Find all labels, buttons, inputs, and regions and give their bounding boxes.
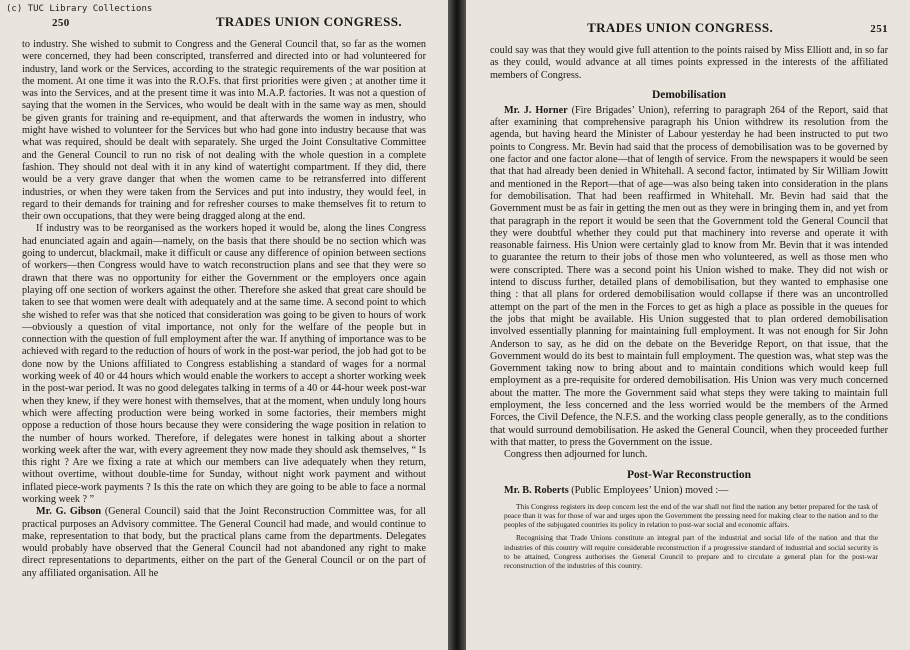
roberts-paragraph: [490, 485, 888, 497]
gibson-paragraph: [22, 506, 426, 580]
right-page-number: 251: [870, 23, 888, 35]
right-header-title: TRADES UNION CONGRESS.: [587, 20, 774, 35]
opening-paragraph: could say was that they would give full attention to the points raised by Miss Elliott and, in so far as they could, would advance at all times points expressed in the interests of the affiliated members of Congress.: [490, 45, 888, 81]
left-page: [0, 0, 448, 650]
post-war-heading: Post-War Reconstruction: [626, 468, 752, 481]
roberts-speaker: Mr. B. Roberts: [504, 484, 569, 496]
resolution-paragraph-1: This Congress registers its deep concern lest the end of the war shall not find the nation any better prepared for the task of peace than it was for those of war and urges upon the Government the pressing need for making clear to the nation and to the peoples of the subjugated countries its policy in relation to post-war social and economic affairs.: [504, 501, 878, 530]
adjourned-line: Congress then adjourned for lunch.: [504, 449, 648, 461]
demobilisation-heading: Demobilisation: [651, 88, 727, 101]
left-page-number: 250: [52, 17, 70, 29]
horner-paragraph: [490, 105, 888, 449]
left-header-title: TRADES UNION CONGRESS.: [215, 14, 402, 29]
left-running-head: [22, 14, 426, 30]
horner-text: (Fire Brigades’ Union), referring to paragraph 264 of the Report, said that after examining that comprehensive paragraph his Union withdrew its resolution from the agenda, but having heard the Minister of Labour yesterday he had been instructed to put two points to Congress. Mr. Bevin had said that the process of demobilisation was to be governed by one factor and one factor alone—that of length of service. From the newspapers it would be seen that that had already been denied in Whitehall. A second factor, intimated by Sir William Jowitt and mentioned in the Report—that of age—was also being taken into consideration in the plans for demobilisation. That had been reaffirmed in Whitehall. Mr. Bevin had said that the Government must be as fair in getting the men out as they were in bringing them in, and yet from that paragraph in the report it would be seen that the Government told the General Council that they were doubtful whether they could put that machinery into reverse and operate it with reasonable fairness. His Union were certainly glad to know from Mr. Bevin that it was intended to guarantee the return to their jobs of those men who volunteered, as well as those men who were conscripted. There was a second point his Union wished to make. They did not wish or intend to discuss further, detailed plans of demobilisation, but they wanted to emphasise one thing : that all plans for ordered demobilisation would collapse if there was an uncontrolled attempt on the part of the men in the Forces to get as high a place as possible in the queues for the jobs that might be available. His Union suggested that to plan ordered demobilisation involved essentially planning for maintaining full employment. It was not enough for Sir John Anderson to say, as he did on the debate on the Beveridge Report, on that issue, that the Government would do its best to maintain full employment. The question was, what step was the Government taking now to bring about and to maintain conditions which would keep full employment as a pre-requisite for ordered demobilisation. His Union was very much concerned about the matter. The more the Government said what steps they were taking to maintain full employment, the less concerned and the less worried would be the members of the Armed Forces, the Civil Defence, the N.F.S. and the working class people generally, as to the conditions that would surround demobilisation. He asked the General Council, when they proceeded further with that matter, to press the Government on the issue.: [490, 104, 889, 448]
right-page: [466, 0, 910, 650]
gibson-text: (General Council) said that the Joint Reconstruction Committee was, for all practical purposes an Advisory committee. The General Council had made, and would continue to make, representation to that body, but the practical plans came from the departments. Delegates would probably have observed that the General Council had not abandoned any right to make direct representations to departments, either on the part of the General Council or on the part of any affiliated organisation. All he: [22, 506, 426, 579]
book-gutter: [448, 0, 466, 650]
resolution-paragraph-2: Recognising that Trade Unions constitute an integral part of the industrial and social life of the nation and that the industries of this country will require considerable reconstruction if a progressive standard of industrial and social security is to be attained, Congress authorises the General Council to prepare and to circulate a general plan for the post-war reconstruction of the industries of this country.: [504, 533, 878, 571]
gibson-speaker: Mr. G. Gibson: [36, 506, 102, 518]
right-running-head: [490, 20, 888, 36]
industry-paragraph: If industry was to be reorganised as the workers hoped it would be, along the lines Congress had enunciated again and again—namely, on the basis that there should be no section which was going to undercut, blackmail, make it difficult or cause any difference of opinion between sections of workers—then Congress would have to watch reconstruction plans and see that they were so drawn that there was no opportunity for either the Government or the employers once again playing off one section of workers against the other. Therefore she asked that great care should be taken to see that women were dealt with adequately and at the same time. A second point to which she wished to refer was that she noticed that consideration was going to be given to hours of work—obviously a question of vital importance, not only for the welfare of the people but in connection with the question of full employment after the war. If anything of importance was to be achieved with regard to the reduction of hours of work in the post-war period, the job had got to be done now by the Unions affiliated to Congress establishing a standard of wages for a normal working week of 40 or 44 hours which would enable the workers to accept a shorter working week in the post-war period. It was no good delegates talking in terms of a 40 or 44-hour week post-war when they knew, if they were honest with themselves, that at the moment, when unduly long hours which were affecting production were being worked in some factories, their members might oppose a reduction of those hours because they were considering the wage position in relation to the number of hours worked. Therefore, if delegates were honest in talking about a shorter working week after the war, with every agreement they now made they should ask themselves, “ Is this right ? Are we fixing a rate at which our members can live adequately when they return, without overtime, without double-time for Sunday, without night work payment and without inflated piece-work payments ? Is this the rate on which they are going to be able to face a normal working week ? ”: [22, 223, 426, 505]
copyright-watermark: (c) TUC Library Collections: [6, 4, 153, 14]
roberts-text: (Public Employees’ Union) moved :—: [568, 484, 729, 496]
women-paragraph: to industry. She wished to submit to Congress and the General Council that, so far as the women were concerned, they had been conscripted, transferred and directed into or had volunteered for industry, land work or the Services, according to the strategic requirements of the war position at the moment. At one time it was into the R.O.Fs. that first priorities were given ; at another time it was into the Services, and at the present time it was into M.A.P. factories. It was not a question of saying that the women in the Services, who would be dealt with in the same way as men, should be given grants for training and re-equipment, and that afterwards the women in industry, who might have wished to volunteer for the Services but who had gone into industry because that was what was required, should be dealt with separately. She urged the Joint Consultative Committee and the General Council to run no risk of not dealing with the whole question in a complete fashion. They should not deal with it in any kind of watertight compartment. If they did, there would be a very grave danger that when the women came to be retransferred into different industries, or when they were taken from the Services and put into industry, they would feel, in regard to their demands for training and for refresher courses to make themselves fit to return to their own occupations, that they were being dragged along at the end.: [22, 39, 426, 223]
horner-speaker: Mr. J. Horner: [504, 104, 568, 116]
